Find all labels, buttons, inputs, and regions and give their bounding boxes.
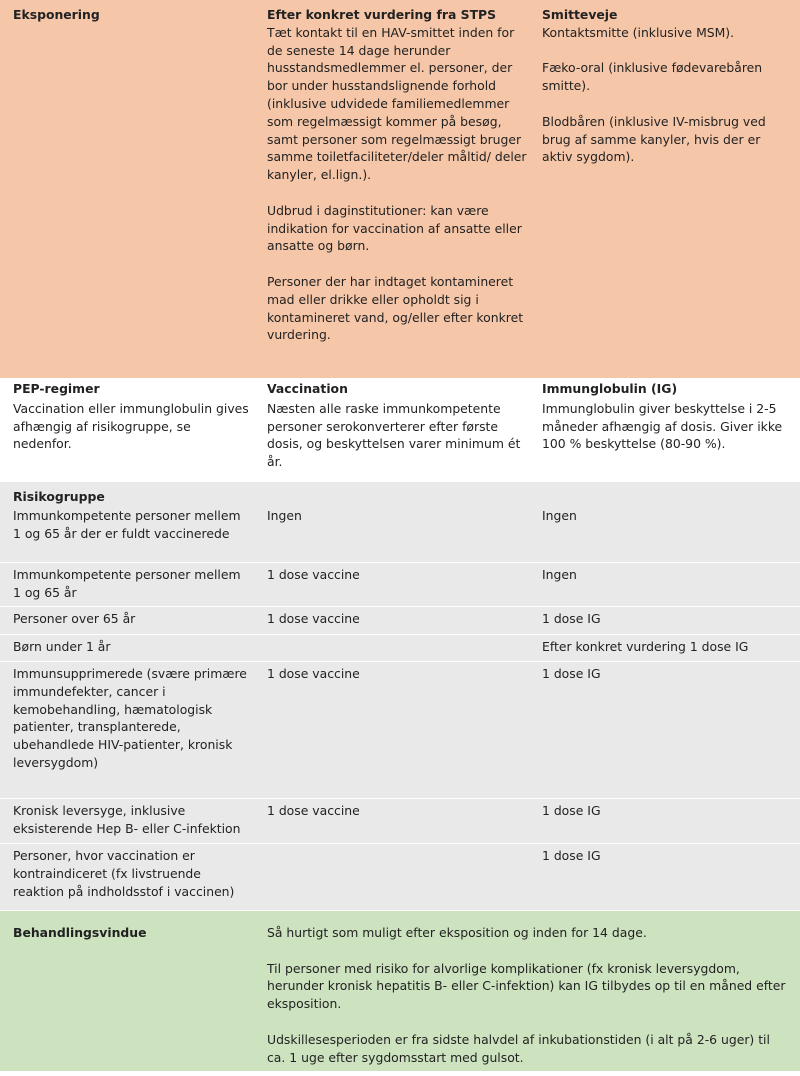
ig-text: Immunglobulin giver beskyttelse i 2-5 måneder afhængig af dosis. Giver ikke 100 % beskyttelse (80-90 %). bbox=[542, 400, 783, 452]
table-row bbox=[0, 635, 800, 662]
risk-group: Personer over 65 år bbox=[13, 611, 136, 626]
risk-group: Immunkompetente personer mellem 1 og 65 år bbox=[13, 567, 241, 600]
risk-vaccine: 1 dose vaccine bbox=[267, 611, 360, 626]
route-heading: Smitteveje bbox=[542, 7, 618, 22]
stps-heading: Efter konkret vurdering fra STPS bbox=[267, 7, 497, 22]
table-row bbox=[0, 662, 800, 799]
route-paragraph: Fæko-oral (inklusive fødevarebåren smitte). bbox=[542, 60, 763, 94]
risk-group: Børn under 1 år bbox=[13, 639, 111, 654]
pep-heading: PEP-regimer bbox=[13, 381, 100, 396]
risk-ig: 1 dose IG bbox=[542, 611, 601, 626]
risk-vaccine: 1 dose vaccine bbox=[267, 567, 360, 582]
risk-ig: Ingen bbox=[542, 567, 577, 582]
stps-paragraphs bbox=[267, 24, 527, 344]
risk-vaccine: 1 dose vaccine bbox=[267, 666, 360, 681]
table-row bbox=[0, 607, 800, 635]
vaccination-text: Næsten alle raske immunkompetente personer serokonverterer efter første dosis, og beskyttelsen varer minimum ét år. bbox=[267, 400, 521, 470]
exposure-section bbox=[0, 0, 800, 378]
risk-group: Kronisk leversyge, inklusive eksisterende Hep B- eller C-infektion bbox=[13, 803, 241, 836]
risk-group: Personer, hvor vaccination er kontraindiceret (fx livstruende reaktion på indholdsstof i vaccinen) bbox=[13, 848, 235, 899]
route-paragraphs bbox=[542, 24, 790, 166]
vaccination-heading: Vaccination bbox=[267, 381, 348, 396]
treatment-heading: Behandlingsvindue bbox=[13, 925, 147, 940]
exposure-heading: Eksponering bbox=[13, 7, 100, 22]
stps-paragraph: Tæt kontakt til en HAV-smittet inden for de seneste 14 dage herunder husstandsmedlemmer el. personer, der bor under husstandslignende forhold (inklusive udvidede familiemedlemmer som regelmæssigt kommer på besøg, samt personer som regelmæssigt bruger samme toiletfaciliteter/deler måltid/ deler kanyler, el.lign.). bbox=[267, 24, 527, 183]
route-col bbox=[535, 6, 800, 378]
stps-paragraph: Udbrud i daginstitutioner: kan være indikation for vaccination af ansatte eller ansatte og børn. bbox=[267, 202, 522, 254]
table-row bbox=[0, 563, 800, 607]
risk-section bbox=[0, 482, 800, 910]
treatment-section bbox=[0, 910, 800, 1071]
pep-section bbox=[0, 378, 800, 482]
ig-col bbox=[535, 380, 800, 482]
risk-heading: Risikogruppe bbox=[13, 489, 105, 504]
risk-group: Immunsupprimerede (svære primære immundefekter, cancer i kemobehandling, hæmatologisk patienter, transplanterede, ubehandlede HIV-patienter, kronisk leversygdom) bbox=[13, 666, 247, 770]
risk-ig: Efter konkret vurdering 1 dose IG bbox=[542, 639, 749, 654]
risk-vaccine: 1 dose vaccine bbox=[267, 803, 360, 818]
treatment-paragraphs bbox=[260, 924, 800, 1071]
stps-col bbox=[260, 6, 535, 378]
treatment-paragraph: Udskillesesperioden er fra sidste halvdel af inkubationstiden (i alt på 2-6 uger) til ca. 1 uge efter sygdomsstart med gulsot. bbox=[267, 1031, 770, 1065]
risk-group: Immunkompetente personer mellem 1 og 65 år der er fuldt vaccinerede bbox=[13, 508, 241, 541]
pep-text: Vaccination eller immunglobulin gives afhængig af risikogruppe, se nedenfor. bbox=[13, 400, 249, 452]
ig-heading: Immunglobulin (IG) bbox=[542, 381, 678, 396]
risk-ig: 1 dose IG bbox=[542, 666, 601, 681]
risk-title-row bbox=[0, 482, 800, 504]
route-paragraph: Kontaktsmitte (inklusive MSM). bbox=[542, 24, 735, 40]
risk-ig: 1 dose IG bbox=[542, 803, 601, 818]
table-row bbox=[0, 504, 800, 563]
risk-vaccine bbox=[260, 847, 535, 910]
risk-ig: 1 dose IG bbox=[542, 848, 601, 863]
table-row bbox=[0, 799, 800, 844]
pep-col bbox=[0, 380, 260, 482]
risk-ig: Ingen bbox=[542, 508, 577, 523]
table-row bbox=[0, 844, 800, 910]
treatment-paragraph: Til personer med risiko for alvorlige komplikationer (fx kronisk leversygdom, herunder kronisk hepatitis B- eller C-infektion) kan IG tilbydes op til en måned efter eksposition. bbox=[267, 960, 786, 1012]
treatment-paragraph: Så hurtigt som muligt efter eksposition og inden for 14 dage. bbox=[267, 925, 647, 940]
stps-paragraph: Personer der har indtaget kontamineret mad eller drikke eller opholdt sig i kontamineret vand, og/eller efter konkret vurdering. bbox=[267, 273, 524, 343]
route-paragraph: Blodbåren (inklusive IV-misbrug ved brug af samme kanyler, hvis der er aktiv sygdom). bbox=[542, 113, 766, 165]
risk-vaccine bbox=[260, 638, 535, 661]
risk-vaccine: Ingen bbox=[267, 508, 302, 523]
treatment-col bbox=[0, 924, 260, 1071]
exposure-col bbox=[0, 6, 260, 378]
vaccination-col bbox=[260, 380, 535, 482]
